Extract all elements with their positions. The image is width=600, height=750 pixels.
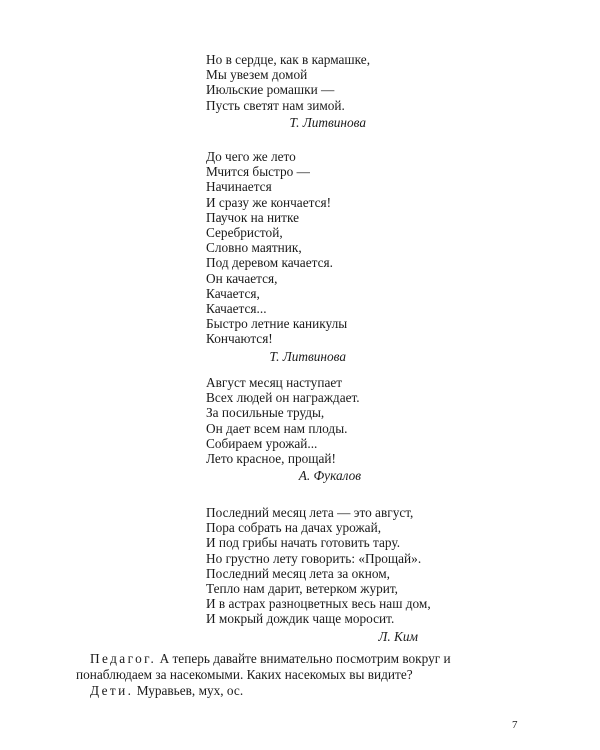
poem-line: Июльские ромашки — <box>206 82 335 98</box>
poem-line: Быстро летние каникулы <box>206 316 348 332</box>
children-text: Муравьев, мух, ос. <box>133 683 244 698</box>
poem-line: Собираем урожай... <box>206 435 318 451</box>
poem-line: И мокрый дождик чаще моросит. <box>206 611 395 627</box>
dialogue <box>76 651 526 699</box>
poem-author: Т. Литвинова <box>289 114 366 130</box>
poem-line: Лето красное, прощай! <box>206 451 336 467</box>
poem-line: И под грибы начать готовить тару. <box>206 535 401 551</box>
poem-line: Начинается <box>206 179 272 195</box>
poem-line: Под деревом качается. <box>206 255 333 271</box>
poem-line: Паучок на нитке <box>206 209 300 225</box>
poem-line: И сразу же кончается! <box>206 194 332 210</box>
poem-1 <box>206 52 476 131</box>
poem-line: Мы увезем домой <box>206 67 308 83</box>
poem-line: Но грустно лету говорить: «Прощай». <box>206 550 422 566</box>
page-number: 7 <box>512 719 518 731</box>
poem-3 <box>206 375 476 484</box>
poem-line: За посильные труды, <box>206 405 325 421</box>
poem-4 <box>206 505 431 645</box>
teacher-text: А теперь давайте внимательно посмотрим вокруг и понаблюдаем за насекомыми. Каких насекомых вы видите? <box>76 651 451 682</box>
poem-line: Словно маятник, <box>206 240 302 256</box>
poem-line: Он дает всем нам плоды. <box>206 420 348 436</box>
poem-author: Л. Ким <box>378 628 418 644</box>
poem-line: Мчится быстро — <box>206 164 310 180</box>
poem-line: Кончаются! <box>206 331 273 347</box>
poem-line: Качается... <box>206 301 267 317</box>
poem-line: Пусть светят нам зимой. <box>206 97 345 113</box>
poem-line: И в астрах разноцветных весь наш дом, <box>206 596 431 612</box>
poem-author: А. Фукалов <box>298 468 361 484</box>
teacher-line <box>76 651 526 683</box>
poem-2 <box>206 149 476 365</box>
poem-line: Последний месяц лета — это август, <box>206 505 414 520</box>
poem-line: Он качается, <box>206 270 278 286</box>
poem-line: Пора собрать на дачах урожай, <box>206 520 382 536</box>
poem-line: Август месяц наступает <box>206 375 343 390</box>
children-line <box>76 683 526 699</box>
poem-line: Но в сердце, как в кармашке, <box>206 52 371 67</box>
poem-line: До чего же лето <box>206 149 296 164</box>
poem-line: Тепло нам дарит, ветерком журит, <box>206 581 399 597</box>
poem-author: Т. Литвинова <box>269 348 346 364</box>
poem-line: Серебристой, <box>206 225 283 241</box>
children-label: Дети. <box>90 683 134 698</box>
poem-line: Всех людей он награждает. <box>206 390 360 406</box>
poem-line: Качается, <box>206 285 260 301</box>
teacher-label: Педагог. <box>90 651 157 666</box>
poem-line: Последний месяц лета за окном, <box>206 565 390 581</box>
